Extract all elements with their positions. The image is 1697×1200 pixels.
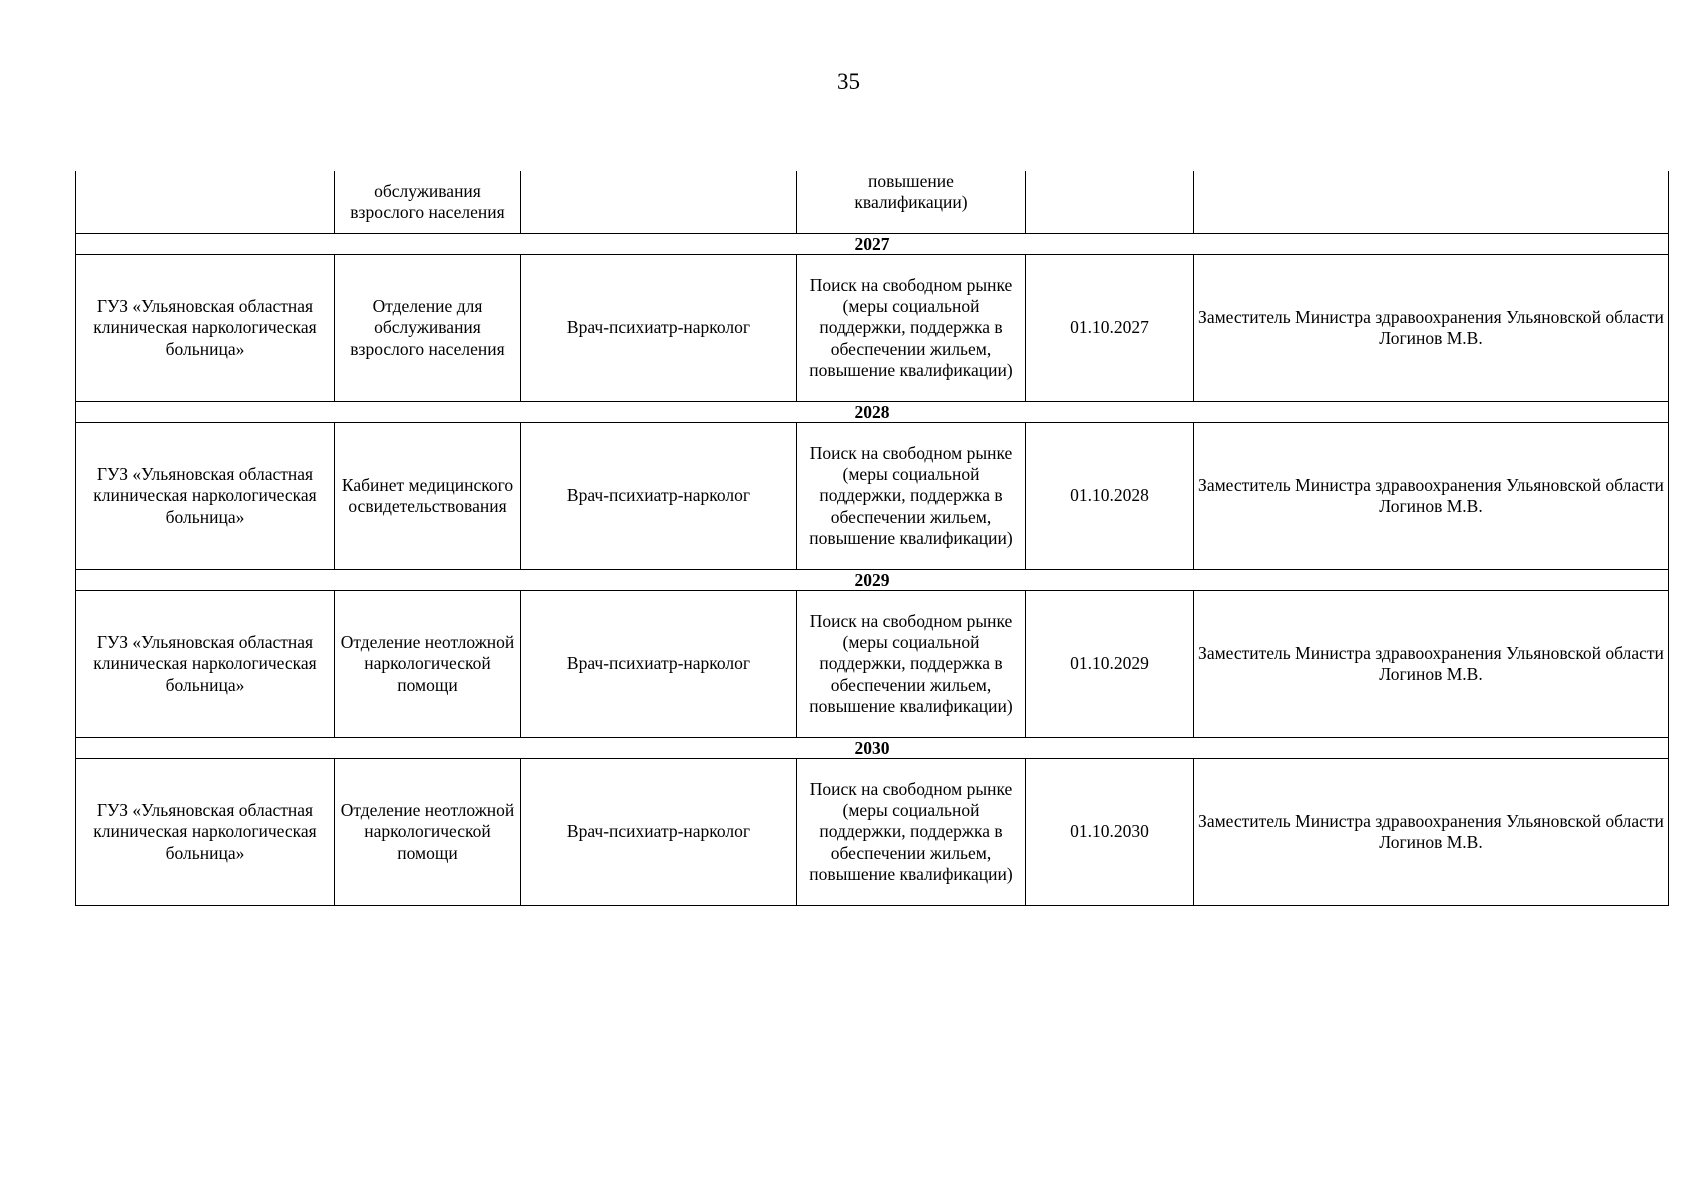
deadline-cell: 01.10.2028 [1026, 423, 1194, 570]
institution-cell: ГУЗ «Ульяновская областная клиническая наркологическая больница» [76, 591, 335, 738]
deadline-cell: 01.10.2030 [1026, 759, 1194, 906]
institution-cell: ГУЗ «Ульяновская областная клиническая наркологическая больница» [76, 423, 335, 570]
year-row [76, 234, 1669, 255]
table-row [76, 591, 1669, 738]
year-header: 2029 [76, 570, 1669, 591]
position-cell: Врач-психиатр-нарколог [521, 423, 797, 570]
responsible-cell: Заместитель Министра здравоохранения Ульяновской области Логинов М.В. [1194, 423, 1669, 570]
responsible-cell: Заместитель Министра здравоохранения Ульяновской области Логинов М.В. [1194, 759, 1669, 906]
continuation-row [76, 171, 1669, 234]
department-cell: Отделение неотложной наркологической помощи [335, 759, 521, 906]
table-row [76, 255, 1669, 402]
position-cell: Врач-психиатр-нарколог [521, 591, 797, 738]
year-header: 2030 [76, 738, 1669, 759]
measures-cell: Поиск на свободном рынке (меры социальной поддержки, поддержка в обеспечении жильем, повышение квалификации) [797, 255, 1026, 402]
table-row [76, 423, 1669, 570]
institution-cell [76, 171, 335, 234]
deadline-cell: 01.10.2029 [1026, 591, 1194, 738]
position-cell [521, 171, 797, 234]
department-cell: Кабинет медицинского освидетельствования [335, 423, 521, 570]
page-number: 35 [837, 69, 860, 94]
measures-cell: Поиск на свободном рынке (меры социальной поддержки, поддержка в обеспечении жильем, повышение квалификации) [797, 759, 1026, 906]
year-row [76, 402, 1669, 423]
institution-cell: ГУЗ «Ульяновская областная клиническая наркологическая больница» [76, 759, 335, 906]
department-cell [335, 171, 521, 234]
measures-text: повышение квалификации) [854, 171, 968, 213]
year-row [76, 570, 1669, 591]
institution-cell: ГУЗ «Ульяновская областная клиническая наркологическая больница» [76, 255, 335, 402]
deadline-cell: 01.10.2027 [1026, 255, 1194, 402]
measures-cell: Поиск на свободном рынке (меры социальной поддержки, поддержка в обеспечении жильем, повышение квалификации) [797, 591, 1026, 738]
position-cell: Врач-психиатр-нарколог [521, 255, 797, 402]
measures-cell: Поиск на свободном рынке (меры социальной поддержки, поддержка в обеспечении жильем, повышение квалификации) [797, 423, 1026, 570]
responsible-cell: Заместитель Министра здравоохранения Ульяновской области Логинов М.В. [1194, 255, 1669, 402]
year-header: 2027 [76, 234, 1669, 255]
year-header: 2028 [76, 402, 1669, 423]
department-cell: Отделение для обслуживания взрослого населения [335, 255, 521, 402]
position-cell: Врач-психиатр-нарколог [521, 759, 797, 906]
department-text: обслуживания взрослого населения [350, 180, 505, 222]
measures-cell [797, 171, 1026, 234]
staffing-plan-table [75, 171, 1669, 906]
table-row [76, 759, 1669, 906]
department-cell: Отделение неотложной наркологической помощи [335, 591, 521, 738]
responsible-cell [1194, 171, 1669, 234]
year-row [76, 738, 1669, 759]
deadline-cell [1026, 171, 1194, 234]
responsible-cell: Заместитель Министра здравоохранения Ульяновской области Логинов М.В. [1194, 591, 1669, 738]
